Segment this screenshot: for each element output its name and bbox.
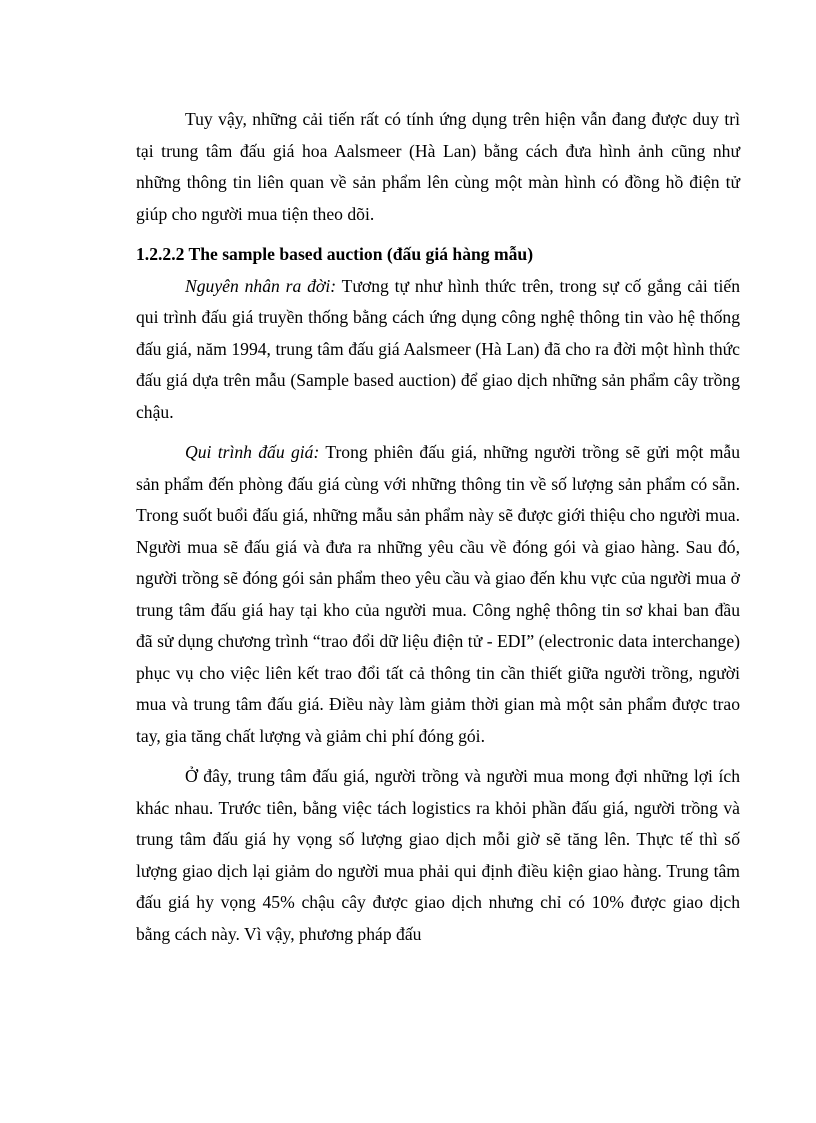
paragraph-process-lead: Qui trình đấu giá: [185, 442, 320, 462]
paragraph-origin [136, 271, 740, 429]
paragraph-benefits: Ở đây, trung tâm đấu giá, người trồng và người mua mong đợi những lợi ích khác nhau. Trước tiên, bằng việc tách logistics ra khỏi phần đấu giá, người trồng và trung tâm đấu giá hy vọng số lượng giao dịch mỗi giờ sẽ tăng lên. Thực tế thì số lượng giao dịch lại giảm do người mua phải qui định điều kiện giao hàng. Trung tâm đấu giá hy vọng 45% chậu cây được giao dịch nhưng chỉ có 10% được giao dịch bằng cách này. Vì vậy, phương pháp đấu [136, 766, 740, 944]
document-page [136, 104, 740, 950]
paragraph-process-body: Trong phiên đấu giá, những người trồng sẽ gửi một mẫu sản phẩm đến phòng đấu giá cùng với những thông tin về số lượng sản phẩm có sẵn. Trong suốt buổi đấu giá, những mẫu sản phẩm này sẽ được giới thiệu cho người mua. Người mua sẽ đấu giá và đưa ra những yêu cầu về đóng gói và giao hàng. Sau đó, người trồng sẽ đóng gói sản phẩm theo yêu cầu và giao đến khu vực của người mua ở trung tâm đấu giá hay tại kho của người mua. Công nghệ thông tin sơ khai ban đầu đã sử dụng chương trình “trao đổi dữ liệu điện tử - EDI” (electronic data interchange) phục vụ cho việc liên kết trao đổi tất cả thông tin cần thiết giữa người trồng, người mua và trung tâm đấu giá. Điều này làm giảm thời gian mà một sản phẩm được trao tay, gia tăng chất lượng và giảm chi phí đóng gói. [136, 442, 740, 746]
paragraph-intro: Tuy vậy, những cải tiến rất có tính ứng dụng trên hiện vẫn đang được duy trì tại trung tâm đấu giá hoa Aalsmeer (Hà Lan) bằng cách đưa hình ảnh cũng như những thông tin liên quan về sản phẩm lên cùng một màn hình có đồng hồ điện tử giúp cho người mua tiện theo dõi. [136, 109, 740, 224]
paragraph-origin-lead: Nguyên nhân ra đời: [185, 275, 337, 296]
paragraph-origin-body: Tương tự như hình thức trên, trong sự cố gắng cải tiến qui trình đấu giá truyền thống bằng cách ứng dụng công nghệ thông tin vào hệ thống đấu giá, năm 1994, trung tâm đấu giá Aalsmeer (Hà Lan) đã cho ra đời một hình thức đấu giá dựa trên mẫu (Sample based auction) để giao dịch những sản phẩm cây trồng chậu. [136, 275, 740, 422]
paragraph-process [136, 437, 740, 752]
section-heading: 1.2.2.2 The sample based auction (đấu giá hàng mẫu) [136, 244, 534, 264]
